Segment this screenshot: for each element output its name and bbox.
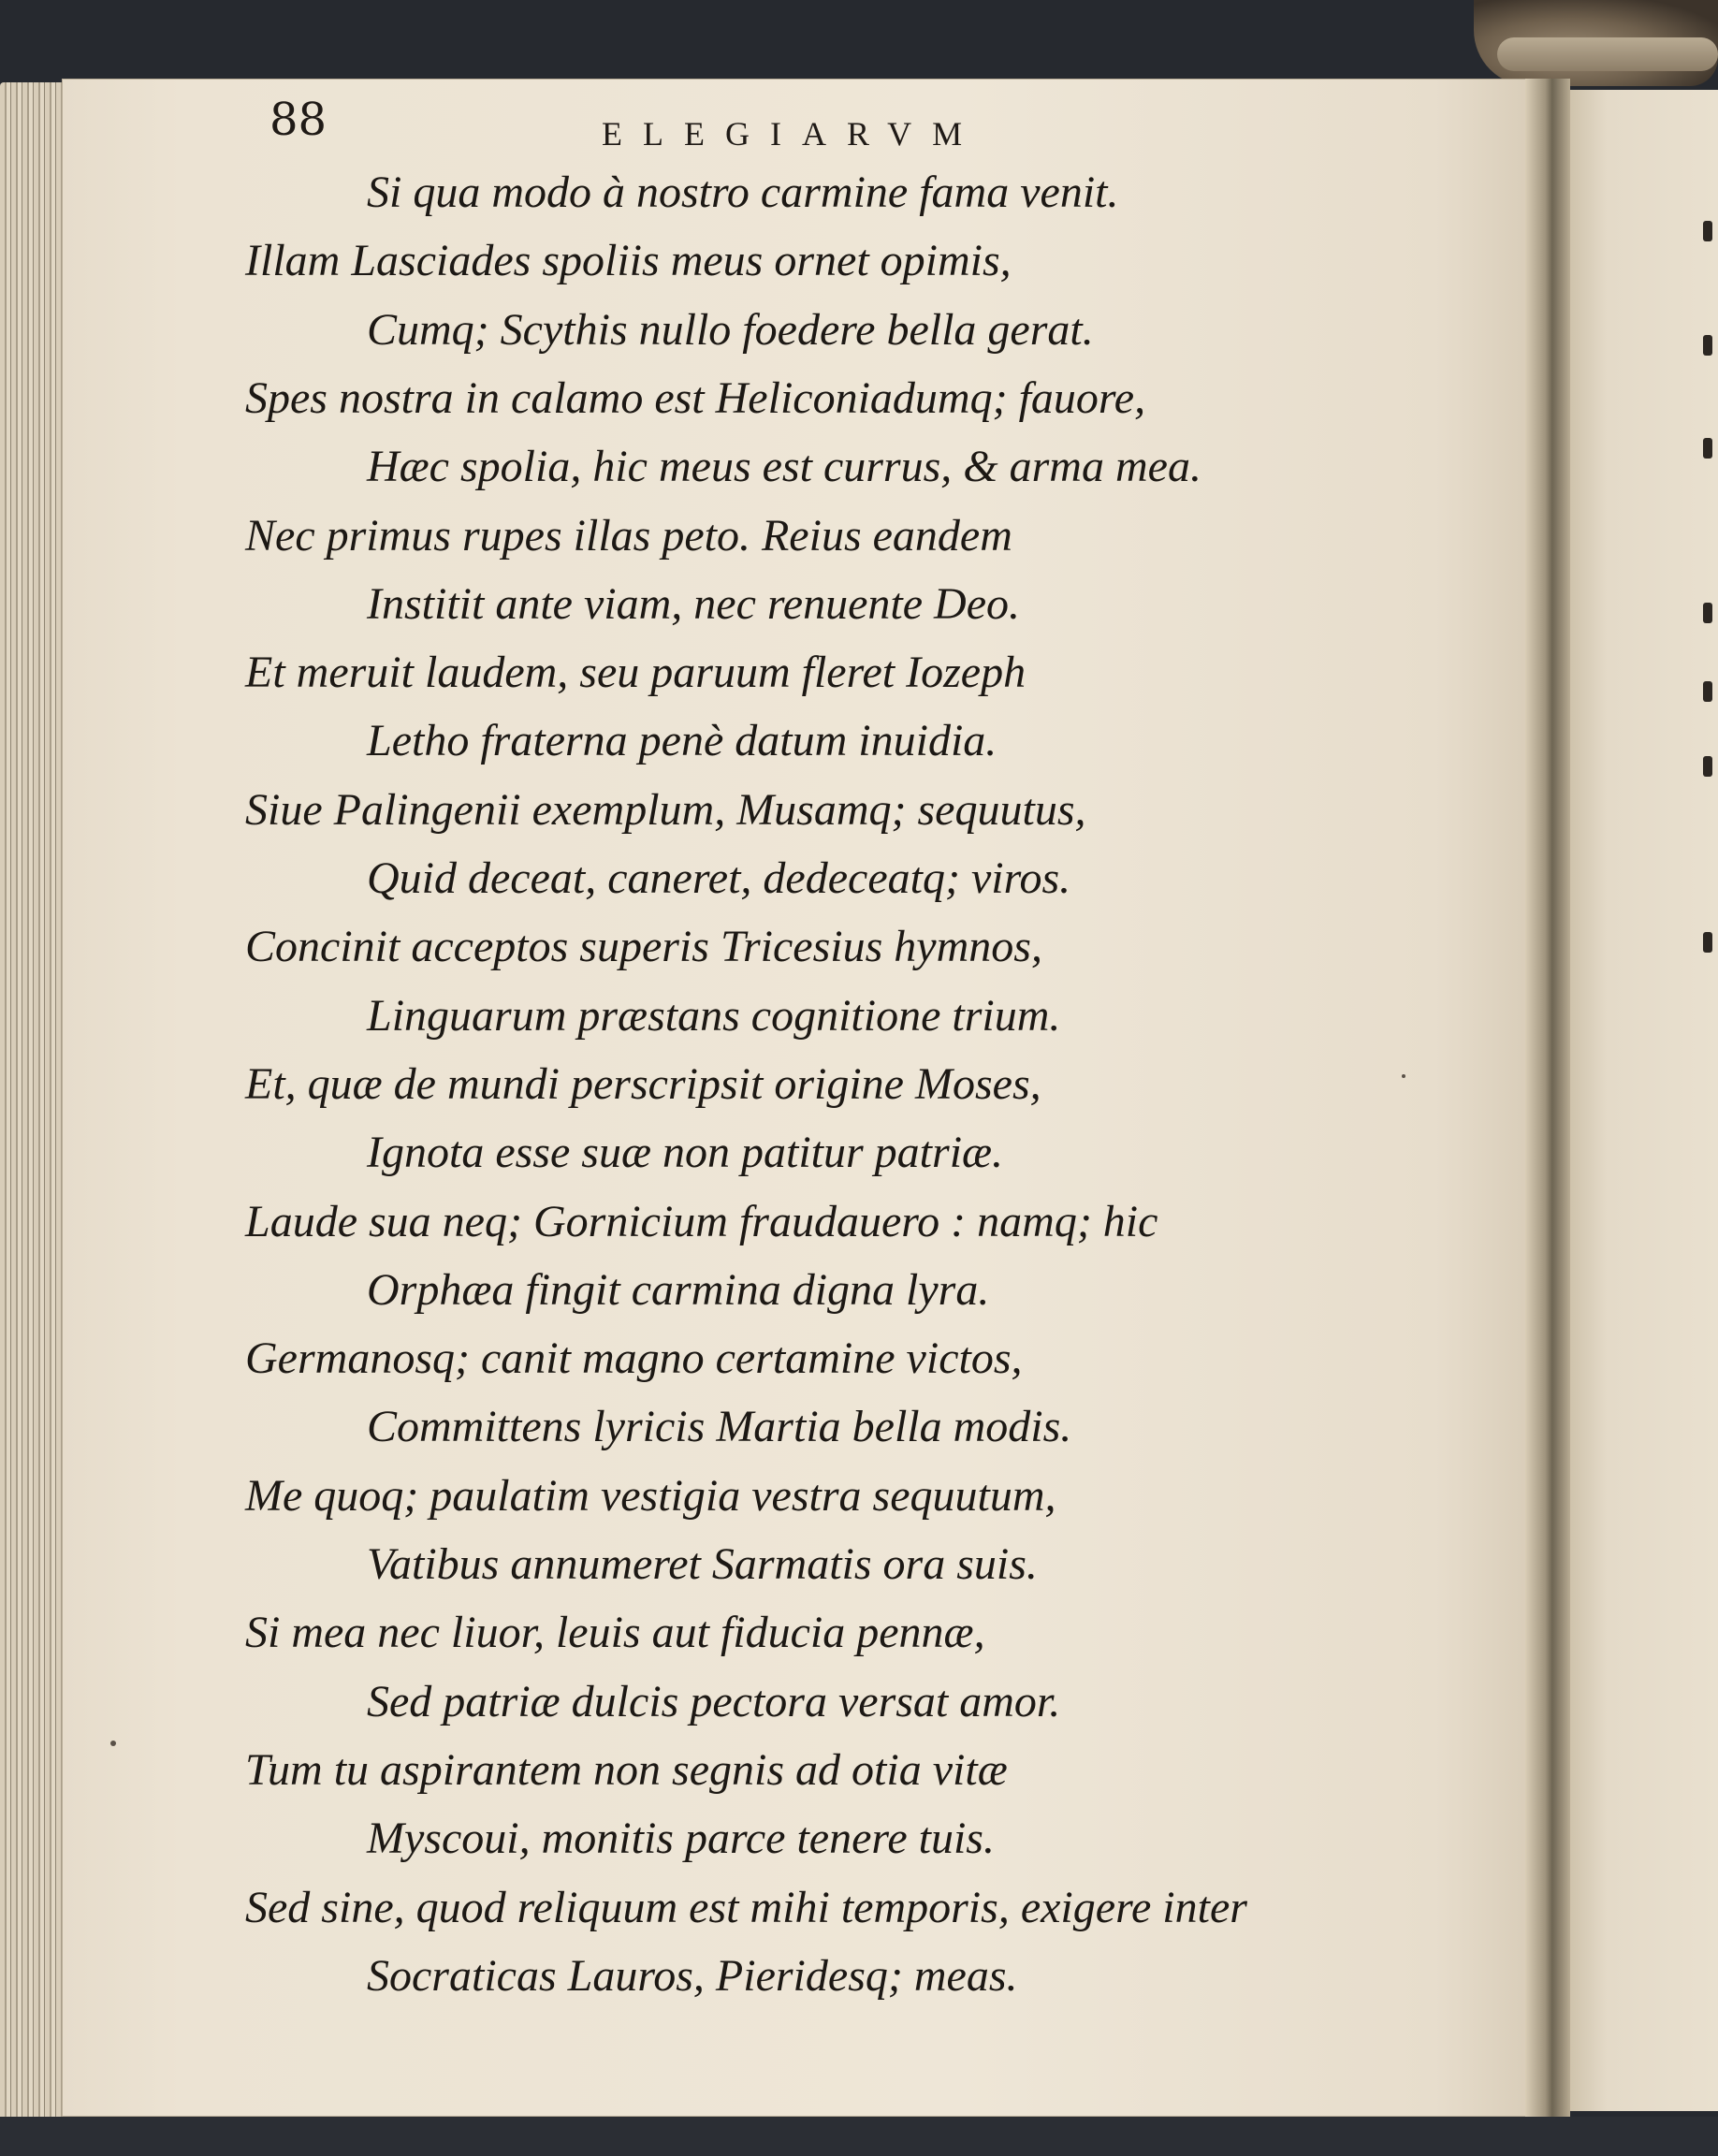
verse-line: Cumq; Scythis nullo foedere bella gerat. bbox=[367, 305, 1094, 355]
verse-line: Tum tu aspirantem non segnis ad otia vitæ bbox=[245, 1745, 1008, 1795]
verse-line: Ignota esse suæ non patitur patriæ. bbox=[367, 1128, 1004, 1177]
ink-mark bbox=[1703, 438, 1712, 459]
verse-line: Illam Lasciades spoliis meus ornet opimis, bbox=[245, 236, 1012, 285]
paper-speck bbox=[110, 1741, 116, 1746]
verse-line: Si mea nec liuor, leuis aut fiducia pennæ, bbox=[245, 1608, 985, 1657]
paper-speck bbox=[1402, 1074, 1405, 1078]
verse-line: Hæc spolia, hic meus est currus, & arma mea. bbox=[367, 442, 1201, 491]
verse-line: Spes nostra in calamo est Heliconiadumq; fauore, bbox=[245, 373, 1146, 423]
verse-line: Orphæa fingit carmina digna lyra. bbox=[367, 1265, 990, 1315]
ink-mark bbox=[1703, 756, 1712, 777]
running-head: ELEGIARVM bbox=[602, 115, 983, 153]
verse-line: Committens lyricis Martia bella modis. bbox=[367, 1402, 1072, 1451]
verse-line: Et, quæ de mundi perscripsit origine Moses, bbox=[245, 1059, 1041, 1109]
bottom-board bbox=[0, 2117, 1718, 2156]
ink-mark bbox=[1703, 932, 1712, 953]
verse-line: Vatibus annumeret Sarmatis ora suis. bbox=[367, 1539, 1038, 1589]
ink-mark bbox=[1703, 335, 1712, 356]
ink-mark bbox=[1703, 221, 1712, 241]
verse-line: Nec primus rupes illas peto. Reius eandem bbox=[245, 511, 1012, 561]
verse-line: Institit ante viam, nec renuente Deo. bbox=[367, 579, 1021, 629]
verse-line: Concinit acceptos superis Tricesius hymnos, bbox=[245, 922, 1042, 971]
page-number: 88 bbox=[269, 94, 328, 146]
verse-line: Myscoui, monitis parce tenere tuis. bbox=[367, 1814, 995, 1863]
facing-page-text-edge bbox=[1699, 90, 1718, 2111]
verse-line: Sed patriæ dulcis pectora versat amor. bbox=[367, 1677, 1061, 1726]
verse-line: Me quoq; paulatim vestigia vestra sequutum, bbox=[245, 1471, 1056, 1521]
verse-line: Si qua modo à nostro carmine fama venit. bbox=[367, 168, 1119, 217]
verse-line: Linguarum præstans cognitione trium. bbox=[367, 991, 1061, 1041]
facing-page bbox=[1570, 90, 1718, 2111]
ink-mark bbox=[1703, 681, 1712, 702]
verse-line: Siue Palingenii exemplum, Musamq; sequutus, bbox=[245, 785, 1086, 835]
verse-line: Socraticas Lauros, Pieridesq; meas. bbox=[367, 1951, 1018, 2001]
verse-line: Sed sine, quod reliquum est mihi temporis, exigere inter bbox=[245, 1883, 1247, 1932]
verse-line: Germanosq; canit magno certamine victos, bbox=[245, 1333, 1023, 1383]
ink-mark bbox=[1703, 603, 1712, 623]
verse-line: Laude sua neq; Gornicium fraudauero : namq; hic bbox=[245, 1197, 1158, 1246]
verse-line: Et meruit laudem, seu paruum fleret Iozeph bbox=[245, 648, 1026, 697]
verse-line: Letho fraterna penè datum inuidia. bbox=[367, 716, 997, 765]
verse-line: Quid deceat, caneret, dedeceatq; viros. bbox=[367, 853, 1071, 903]
